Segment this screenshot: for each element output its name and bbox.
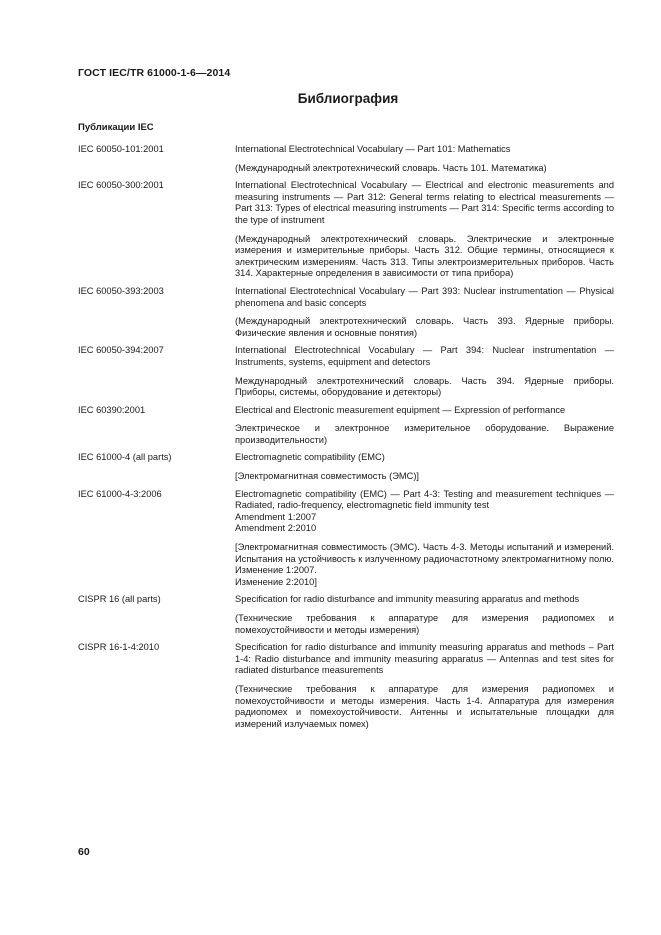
entry-english-title: Specification for radio disturbance and immunity measuring apparatus and methods: [235, 594, 580, 605]
page-number: 60: [78, 846, 90, 858]
entry-russian-title: [Электромагнитная совместимость (ЭМС). Часть 4-3. Методы испытаний и измерений. Испытания на устойчивость к излученному радиочастотному электромагнитному полю. Изменение 1:2007. Изменение 2:2010]: [235, 542, 614, 587]
bibliography-entry: [78, 180, 618, 280]
entry-russian-title: (Технические требования к аппаратуре для измерения радиопомех и помехоустойчивости и методы измерения): [235, 613, 614, 635]
bibliography-entry: [78, 144, 618, 174]
entry-english-title: International Electrotechnical Vocabulary — Part 393: Nuclear instrumentation — Physical phenomena and basic concepts: [235, 285, 614, 308]
entry-code: IEC 60050-101:2001: [78, 144, 164, 154]
entry-code: IEC 60050-393:2003: [78, 285, 164, 296]
entry-russian-title: [Электромагнитная совместимость (ЭМС)]: [235, 471, 420, 482]
entry-code: IEC 61000-4-3:2006: [78, 488, 162, 499]
bibliography-entry: [78, 405, 618, 447]
entry-english-title: Electromagnetic compatibility (EMC): [235, 452, 385, 463]
entry-english-title: Electromagnetic compatibility (EMC) — Part 4-3: Testing and measurement techniques — Radiated, radio-frequency, electromagnetic field immunity test Amendment 1:2007 Amendment 2:2010: [235, 488, 614, 534]
bibliography-list: [78, 144, 618, 736]
section-heading: Публикации IEC: [78, 122, 154, 133]
entry-code: IEC 60390:2001: [78, 404, 146, 415]
bibliography-entry: [78, 345, 618, 398]
page-title: Библиография: [297, 91, 399, 106]
bibliography-entry: [78, 452, 618, 482]
bibliography-entry: [78, 594, 618, 636]
entry-code: CISPR 16-1-4:2010: [78, 642, 160, 653]
standard-header: ГОСТ IEC/TR 61000-1-6—2014: [78, 67, 231, 79]
entry-english-title: Electrical and Electronic measurement equipment — Expression of performance: [235, 404, 566, 415]
bibliography-entry: [78, 286, 618, 339]
entry-russian-title: (Международный электротехнический словарь. Часть 393. Ядерные приборы. Физические явления и основные понятия): [235, 316, 614, 338]
entry-code: IEC 60050-394:2007: [78, 345, 164, 356]
entry-english-title: Specification for radio disturbance and immunity measuring apparatus and methods – Part 1-4: Radio disturbance and immunity measuring apparatus — Antennas and test sites for radiated disturbance measurements: [235, 642, 614, 676]
bibliography-entry: [78, 642, 618, 730]
entry-english-title: International Electrotechnical Vocabulary — Part 394: Nuclear instrumentation — Instruments, systems, equipment and detectors: [235, 345, 614, 367]
entry-code: CISPR 16 (all parts): [78, 594, 161, 605]
entry-russian-title: Электрическое и электронное измерительное оборудование. Выражение производительности): [235, 423, 614, 445]
entry-english-title: International Electrotechnical Vocabulary — Part 101: Mathematics: [235, 144, 511, 154]
bibliography-entry: [78, 489, 618, 589]
entry-english-title: International Electrotechnical Vocabulary — Electrical and electronic measurements and measuring instruments — Part 312: General terms relating to electrical measurements — Part 313: Types of electrical measuring instruments — Part 314: Specific terms according to the type of instrument: [235, 180, 614, 225]
entry-code: IEC 60050-300:2001: [78, 180, 164, 191]
entry-russian-title: (Международный электротехнический словарь. Часть 101. Математика): [235, 162, 547, 173]
entry-russian-title: Международный электротехнический словарь. Часть 394. Ядерные приборы. Приборы, системы, оборудование и детекторы): [235, 375, 614, 398]
entry-russian-title: (Международный электротехнический словарь. Электрические и электронные измерения и измерительные приборы. Часть 312. Общие термины, относящиеся к электрическим измерениям. Часть 313. Типы электроизмерительных приборов. Часть 314. Характерные определения в зависимости от типа прибора): [235, 233, 614, 279]
entry-russian-title: (Технические требования к аппаратуре для измерения радиопомех и помехоустойчивости и методы измерения. Часть 1-4. Аппаратура для измерения радиопомех и помехоустойчивости. Антенны и испытательные площадки для измерений излучаемых помех): [235, 683, 614, 729]
entry-code: IEC 61000-4 (all parts): [78, 452, 172, 463]
